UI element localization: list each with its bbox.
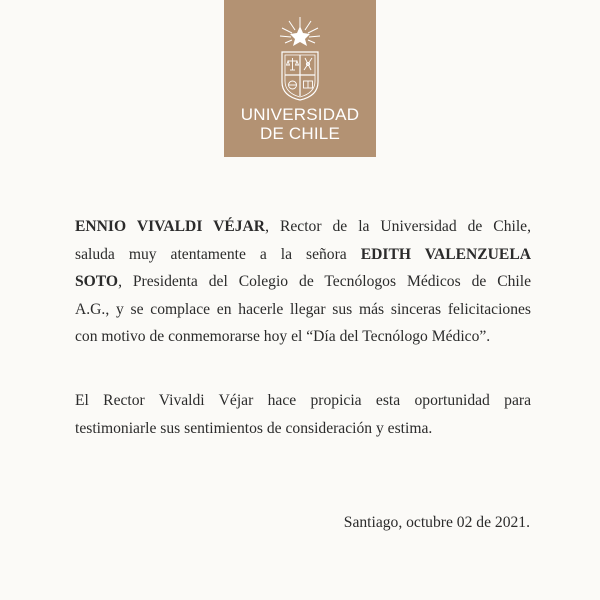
letter-paragraph-2 — [75, 387, 531, 442]
recipient-name-part1: EDITH VALENZUELA — [360, 245, 531, 263]
university-crest-icon — [274, 14, 326, 102]
recipient-name-part2: SOTO — [75, 273, 119, 290]
logo-text-universidad: UNIVERSIDAD — [240, 105, 360, 124]
sender-title: , Rector de la Universidad de Chile, — [265, 218, 531, 235]
paragraph1-line3 — [75, 268, 531, 296]
recipient-title: , Presidenta del Colegio de Tecnólogos Médicos de Chile — [118, 273, 531, 290]
paragraph2-line1: El Rector Vivaldi Véjar hace propicia esta oportunidad para — [75, 392, 531, 409]
paragraph1-line4: A.G., y se complace en hacerle llegar sus más sinceras felicitaciones — [75, 300, 531, 318]
paragraph1-line2 — [75, 241, 531, 269]
place-date: Santiago, octubre 02 de 2021. — [343, 514, 530, 531]
paragraph1-line1 — [75, 213, 531, 241]
logo-text-de-chile: DE CHILE — [259, 124, 340, 143]
sender-name: ENNIO VIVALDI VÉJAR — [75, 218, 266, 235]
paragraph1-line5: con motivo de conmemorarse hoy el “Día del Tecnólogo Médico”. — [75, 328, 491, 345]
greeting-text: saluda muy atentamente a la señora — [75, 245, 361, 263]
letter-paragraph-1 — [75, 213, 531, 351]
university-logo-block — [224, 0, 376, 157]
paragraph2-line2: testimoniarle sus sentimientos de consideración y estima. — [75, 419, 433, 437]
